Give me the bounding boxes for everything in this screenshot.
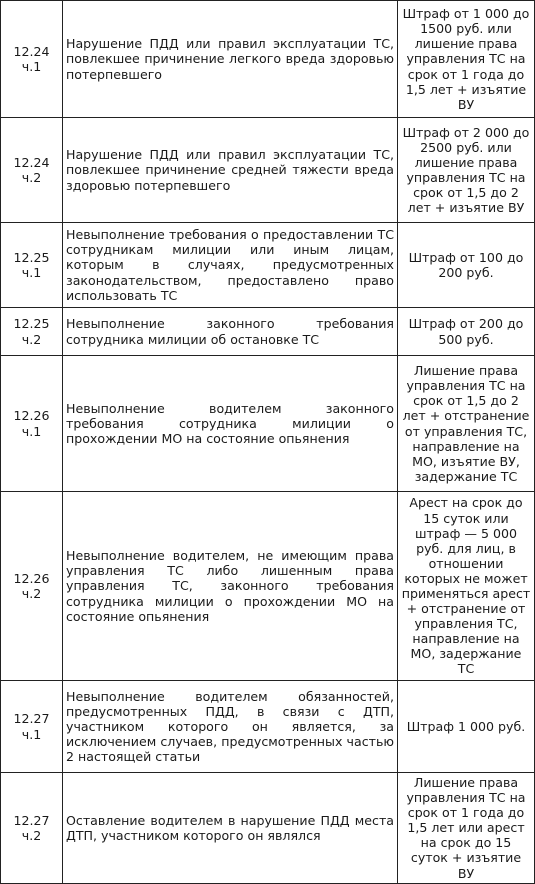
violation-description: Невыполнение водителем законного требования сотрудника милиции о прохождении МО на состояние опьянения (63, 356, 398, 492)
article-part: ч.1 (21, 59, 42, 74)
penalty-cell: Арест на срок до 15 суток или штраф — 5 000 руб. для лиц, в отношении которых не может применяться арест + отстранение от управления ТС, направление на МО, задержание ТС (398, 492, 535, 681)
table-row (1, 356, 535, 492)
violation-description: Нарушение ПДД или правил эксплуатации ТС, повлекшее причинение средней тяжести вреда здоровью потерпевшего (63, 118, 398, 223)
article-cell (1, 308, 63, 356)
violation-description: Невыполнение законного требования сотрудника милиции об остановке ТС (63, 308, 398, 356)
article-cell (1, 492, 63, 681)
table-row (1, 223, 535, 308)
article-cell (1, 223, 63, 308)
article-number: 12.25 (13, 316, 50, 332)
penalties-table-body (1, 1, 535, 884)
violation-description: Нарушение ПДД или правил эксплуатации ТС, повлекшее причинение легкого вреда здоровью потерпевшего (63, 1, 398, 118)
article-number: 12.27 (13, 711, 50, 727)
article-cell (1, 118, 63, 223)
penalty-cell: Штраф от 200 до 500 руб. (398, 308, 535, 356)
violation-description: Невыполнение водителем, не имеющим права управления ТС либо лишенным права управления ТС, законного требования сотрудника милиции о прохождении МО на состояние опьянения (63, 492, 398, 681)
article-number: 12.26 (13, 570, 50, 586)
article-part: ч.1 (21, 423, 42, 439)
penalty-cell: Штраф от 100 до 200 руб. (398, 223, 535, 308)
article-part: ч.1 (21, 265, 42, 280)
article-part: ч.1 (21, 726, 42, 742)
penalty-cell: Штраф от 1 000 до 1500 руб. или лишение права управления ТС на срок от 1 года до 1,5 лет + изъятие ВУ (398, 1, 535, 118)
penalty-cell: Лишение права управления ТС на срок от 1 года до 1,5 лет или арест на срок до 15 суток + изъятие ВУ (398, 773, 535, 884)
article-cell (1, 1, 63, 118)
article-number: 12.27 (13, 812, 50, 828)
article-number: 12.24 (13, 154, 50, 170)
article-cell (1, 773, 63, 884)
table-row (1, 681, 535, 773)
violation-description: Невыполнение водителем обязанностей, предусмотренных ПДД, в связи с ДТП, участником которого он является, за исключением случаев, предусмотренных частью 2 настоящей статьи (63, 681, 398, 773)
article-part: ч.2 (21, 827, 42, 843)
article-number: 12.24 (13, 43, 50, 59)
article-cell (1, 681, 63, 773)
article-number: 12.25 (13, 249, 50, 265)
article-part: ч.2 (21, 331, 42, 347)
table-row (1, 773, 535, 884)
table-row (1, 492, 535, 681)
article-number: 12.26 (13, 408, 50, 424)
article-part: ч.2 (21, 586, 42, 601)
table-row (1, 118, 535, 223)
article-part: ч.2 (21, 170, 42, 185)
violation-description: Оставление водителем в нарушение ПДД места ДТП, участником которого он являлся (63, 773, 398, 884)
penalty-cell: Штраф от 2 000 до 2500 руб. или лишение права управления ТС на срок от 1,5 до 2 лет + изъятие ВУ (398, 118, 535, 223)
table-row (1, 1, 535, 118)
violation-description: Невыполнение требования о предоставлении ТС сотрудникам милиции или иным лицам, которым в случаях, предусмотренных законодательством, предоставлено право использовать ТС (63, 223, 398, 308)
penalty-cell: Лишение права управления ТС на срок от 1,5 до 2 лет + отстранение от управления ТС, направление на МО, изъятие ВУ, задержание ТС (398, 356, 535, 492)
article-cell (1, 356, 63, 492)
penalty-cell: Штраф 1 000 руб. (398, 681, 535, 773)
table-row (1, 308, 535, 356)
